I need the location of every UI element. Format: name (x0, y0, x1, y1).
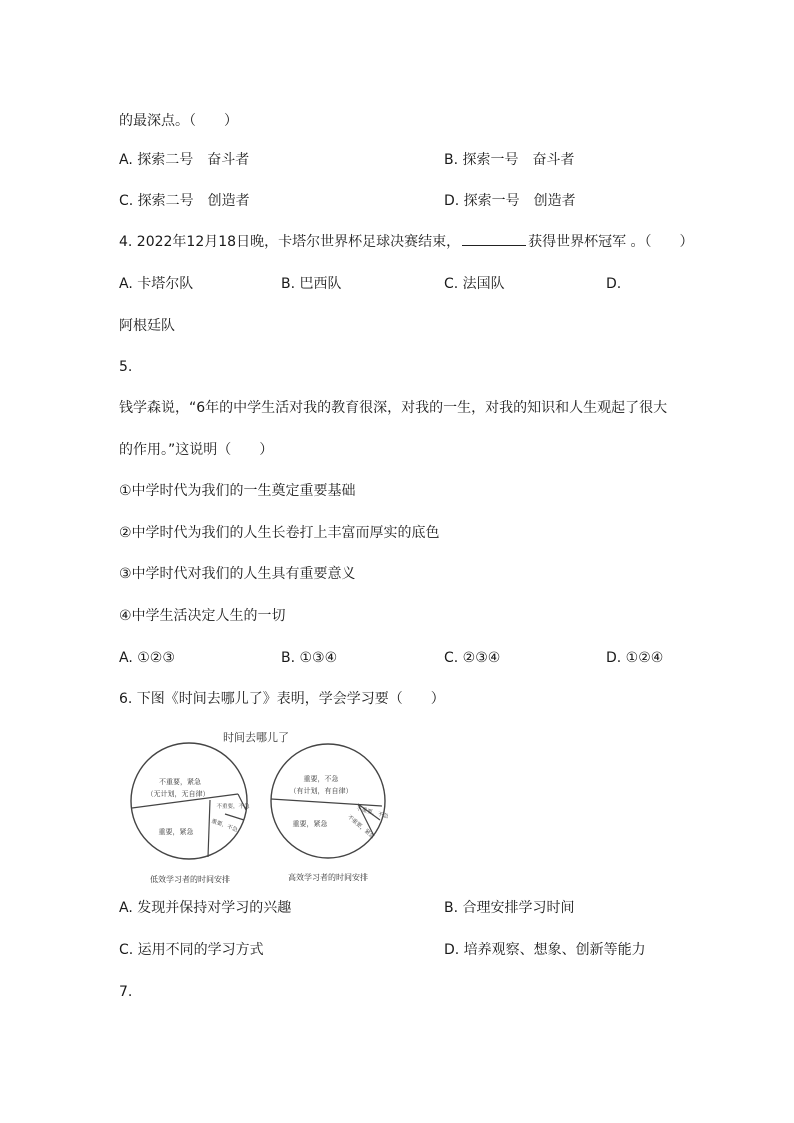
right-slice-small-1: 不重要，不急 (355, 805, 389, 821)
right-pie-caption: 高效学习者的时间安排 (288, 873, 368, 882)
q4-stem-post: 获得世界杯冠军 。（ ） (528, 234, 694, 250)
q6-option-b: B. 合理安排学习时间 (444, 900, 575, 916)
q4-option-d-text: 阿根廷队 (119, 318, 175, 334)
q4-option-d-label: D. (606, 276, 622, 292)
right-slice-small-2: 不重要，紧急 (346, 814, 376, 841)
q5-stem-line2: 的作用。”这说明（ ） (119, 442, 274, 458)
q5-option-c: C. ②③④ (444, 650, 501, 666)
right-slice-top-label: 重要，不急 (303, 775, 339, 783)
q4-option-c: C. 法国队 (444, 276, 505, 292)
figure-title: 时间去哪儿了 (223, 731, 289, 744)
q5-statement-3: ③中学时代对我们的人生具有重要意义 (119, 566, 356, 582)
q7-number: 7. (119, 984, 133, 1000)
right-slice-top-sub: （有计划，有自律） (289, 787, 353, 795)
q5-number: 5. (119, 359, 133, 375)
right-pie-outline (271, 744, 385, 858)
q5-option-d: D. ①②④ (606, 650, 664, 666)
left-slice-small-2: 重要，不急 (210, 818, 239, 834)
q3-option-b: B. 探索一号 奋斗者 (444, 152, 575, 168)
q6-stem: 6. 下图《时间去哪儿了》表明，学会学习要（ ） (119, 691, 445, 707)
time-allocation-figure (118, 724, 394, 890)
q4-option-b: B. 巴西队 (281, 276, 342, 292)
q4-stem (119, 232, 694, 252)
q5-option-a: A. ①②③ (119, 650, 175, 666)
left-pie-divider-4 (225, 814, 244, 820)
left-pie-caption: 低效学习者的时间安排 (150, 875, 230, 884)
left-slice-top-sub: （无计划，无自律） (146, 790, 210, 798)
q5-statement-1: ①中学时代为我们的一生奠定重要基础 (119, 483, 356, 499)
q4-option-a: A. 卡塔尔队 (119, 276, 194, 292)
q5-option-b: B. ①③④ (281, 650, 338, 666)
right-pie-divider-1 (271, 799, 382, 806)
q6-option-a: A. 发现并保持对学习的兴趣 (119, 900, 292, 916)
left-slice-bottom-label: 重要，紧急 (158, 828, 194, 836)
q6-option-d: D. 培养观察、想象、创新等能力 (444, 942, 646, 958)
q3-option-d: D. 探索一号 创造者 (444, 193, 576, 209)
right-pie-chart (271, 744, 390, 858)
q5-stem-line1: 钱学森说，“6年的中学生活对我的教育很深，对我的一生，对我的知识和人生观起了很大 (119, 400, 668, 416)
left-pie-divider-3 (208, 800, 210, 857)
left-slice-top-label: 不重要，紧急 (159, 778, 201, 786)
q6-option-c: C. 运用不同的学习方式 (119, 942, 264, 958)
q3-option-c: C. 探索二号 创造者 (119, 193, 250, 209)
q3-option-a: A. 探索二号 奋斗者 (119, 152, 250, 168)
right-slice-bottom-label: 重要，紧急 (292, 820, 328, 828)
answer-blank (462, 232, 526, 246)
left-pie-chart (131, 743, 250, 859)
q5-statement-4: ④中学生活决定人生的一切 (119, 608, 286, 624)
q3-stem-tail: 的最深点。（ ） (119, 113, 238, 129)
q4-stem-pre: 4. 2022年12月18日晚，卡塔尔世界杯足球决赛结束， (119, 234, 461, 250)
q5-statement-2: ②中学时代为我们的人生长卷打上丰富而厚实的底色 (119, 525, 440, 541)
left-slice-small-1: 不重要，不急 (216, 804, 250, 810)
